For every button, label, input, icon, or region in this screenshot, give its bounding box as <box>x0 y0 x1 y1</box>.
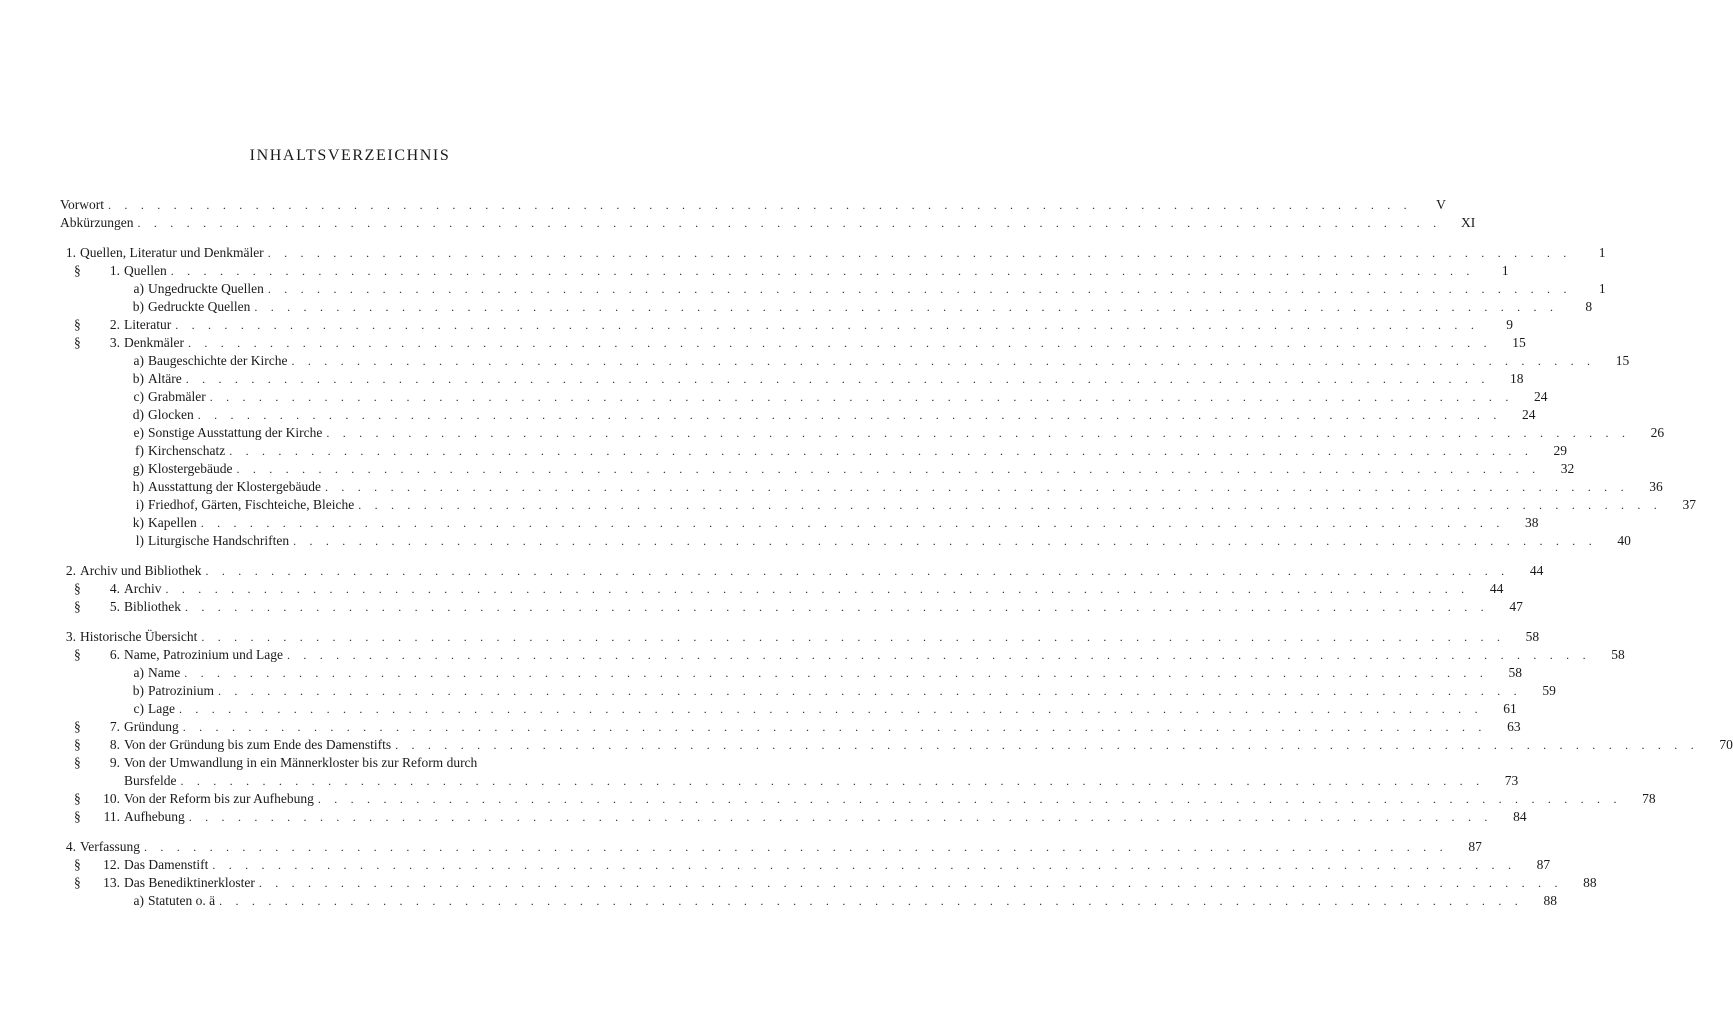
subsection-letter: c) <box>133 701 144 716</box>
toc-entry-label: Gründung <box>124 719 179 734</box>
page-number: 44 <box>1489 581 1504 596</box>
dot-leader: . . . . . . . . . . . . . . . . . . . . . . . . . . . . . . . . . . . . . . . . . . . . . . . . . . . . . . . . . . . . . . . . . . . . . . . . . . . . . . . . <box>205 564 1510 578</box>
toc-entry-label: Altäre <box>148 371 182 386</box>
subsection-letter: a) <box>133 353 144 368</box>
toc-entry-label: Vorwort <box>60 197 105 212</box>
toc-entry <box>60 808 1527 826</box>
toc-entry-label: Name <box>148 665 181 680</box>
section-sign: § <box>74 599 81 614</box>
section-number: 3. <box>109 335 120 350</box>
toc-entry-label: Bursfelde <box>124 773 177 788</box>
dot-leader: . . . . . . . . . . . . . . . . . . . . . . . . . . . . . . . . . . . . . . . . . . . . . . . . . . . . . . . . . . . . . . . . . . . . . . . . . . . . . . . . <box>175 318 1480 332</box>
toc-entry <box>60 736 1733 754</box>
toc-entry <box>60 598 1523 616</box>
toc-entry-label: Abkürzungen <box>60 215 134 230</box>
section-sign: § <box>74 335 81 350</box>
toc-entry <box>60 700 1517 718</box>
dot-leader: . . . . . . . . . . . . . . . . . . . . . . . . . . . . . . . . . . . . . . . . . . . . . . . . . . . . . . . . . . . . . . . . . . . . . . . . . . . . . . . . <box>236 462 1541 476</box>
chapter-number: 2. <box>65 563 76 578</box>
page-number: 1 <box>1501 263 1509 278</box>
toc-entry-label: Gedruckte Quellen <box>148 299 251 314</box>
toc-entry <box>60 580 1504 598</box>
dot-leader: . . . . . . . . . . . . . . . . . . . . . . . . . . . . . . . . . . . . . . . . . . . . . . . . . . . . . . . . . . . . . . . . . . . . . . . . . . . . . . . . <box>395 738 1699 752</box>
toc-entry-label: Archiv <box>124 581 162 596</box>
subsection-letter: f) <box>135 443 144 458</box>
dot-leader: . . . . . . . . . . . . . . . . . . . . . . . . . . . . . . . . . . . . . . . . . . . . . . . . . . . . . . . . . . . . . . . . . . . . . . . . . . . . . . . . <box>218 684 1522 698</box>
toc-entry-label: Liturgische Handschriften <box>148 533 290 548</box>
toc-entry-label: Kirchenschatz <box>148 443 226 458</box>
toc-entry <box>60 406 1536 424</box>
page-number: 1 <box>1598 245 1606 260</box>
toc-entry <box>60 664 1523 682</box>
subsection-letter: d) <box>132 407 144 422</box>
dot-leader: . . . . . . . . . . . . . . . . . . . . . . . . . . . . . . . . . . . . . . . . . . . . . . . . . . . . . . . . . . . . . . . . . . . . . . . . . . . . . . . . <box>185 372 1490 386</box>
toc-entry-label: Literatur <box>124 317 172 332</box>
toc-entry-label: Historische Übersicht <box>80 629 198 644</box>
toc-entry <box>60 334 1526 352</box>
section-number: 11. <box>103 809 120 824</box>
page-number: 59 <box>1542 683 1556 698</box>
toc-entry <box>60 856 1551 874</box>
toc-entry <box>60 562 1544 580</box>
dot-leader: . . . . . . . . . . . . . . . . . . . . . . . . . . . . . . . . . . . . . . . . . . . . . . . . . . . . . . . . . . . . . . . . . . . . . . . . . . . . . . . . <box>108 198 1412 212</box>
toc-entry-label: Ausstattung der Klostergebäude <box>148 479 321 494</box>
chapter-number: 3. <box>65 629 76 644</box>
toc-entry <box>60 496 1696 514</box>
page-number: V <box>1436 197 1446 212</box>
chapter-number: 1. <box>65 245 76 260</box>
page-number: 29 <box>1553 443 1568 458</box>
dot-leader: . . . . . . . . . . . . . . . . . . . . . . . . . . . . . . . . . . . . . . . . . . . . . . . . . . . . . . . . . . . . . . . . . . . . . . . . . . . . . . . . <box>212 858 1517 872</box>
dot-leader: . . . . . . . . . . . . . . . . . . . . . . . . . . . . . . . . . . . . . . . . . . . . . . . . . . . . . . . . . . . . . . . . . . . . . . . . . . . . . . . . <box>209 390 1514 404</box>
section-sign: § <box>74 581 81 596</box>
dot-leader: . . . . . . . . . . . . . . . . . . . . . . . . . . . . . . . . . . . . . . . . . . . . . . . . . . . . . . . . . . . . . . . . . . . . . . . . . . . . . . . . <box>165 582 1470 596</box>
dot-leader: . . . . . . . . . . . . . . . . . . . . . . . . . . . . . . . . . . . . . . . . . . . . . . . . . . . . . . . . . . . . . . . . . . . . . . . . . . . . . . . . <box>219 894 1523 908</box>
dot-leader: . . . . . . . . . . . . . . . . . . . . . . . . . . . . . . . . . . . . . . . . . . . . . . . . . . . . . . . . . . . . . . . . . . . . . . . . . . . . . . . . <box>200 516 1505 530</box>
toc-entry <box>60 532 1631 550</box>
page-number: 36 <box>1649 479 1663 494</box>
toc-entry-label: Aufhebung <box>124 809 185 824</box>
page-number: 37 <box>1682 497 1696 512</box>
dot-leader: . . . . . . . . . . . . . . . . . . . . . . . . . . . . . . . . . . . . . . . . . . . . . . . . . . . . . . . . . . . . . . . . . . . . . . . . . . . . . . . . <box>178 702 1483 716</box>
page-number: 18 <box>1510 371 1524 386</box>
toc-entry-label: Von der Gründung bis zum Ende des Damenstifts <box>124 737 392 752</box>
toc-entry-label: Friedhof, Gärten, Fischteiche, Bleiche <box>148 497 355 512</box>
toc-entry <box>60 682 1556 700</box>
toc-entry <box>60 838 1482 856</box>
toc-entry-label: Das Damenstift <box>124 857 209 872</box>
page-number: 88 <box>1583 875 1597 890</box>
page-number: 73 <box>1504 773 1519 788</box>
section-number: 6. <box>109 647 120 662</box>
subsection-letter: l) <box>135 533 144 548</box>
toc-entry <box>60 628 1540 646</box>
toc-entry <box>60 790 1656 808</box>
dot-leader: . . . . . . . . . . . . . . . . . . . . . . . . . . . . . . . . . . . . . . . . . . . . . . . . . . . . . . . . . . . . . . . . . . . . . . . . . . . . . . . . <box>180 774 1485 788</box>
toc-entry-label: Sonstige Ausstattung der Kirche <box>148 425 323 440</box>
section-sign: § <box>74 857 81 872</box>
subsection-letter: c) <box>133 389 144 404</box>
page-number: 61 <box>1503 701 1517 716</box>
section-sign: § <box>74 719 81 734</box>
toc-entry <box>60 244 1606 262</box>
page-number: XI <box>1461 215 1476 230</box>
section-number: 13. <box>103 875 120 890</box>
section-sign: § <box>74 647 81 662</box>
toc-entry-label: Lage <box>148 701 175 716</box>
section-sign: § <box>74 755 81 770</box>
section-number: 4. <box>109 581 120 596</box>
toc-entry-label: Von der Reform bis zur Aufhebung <box>124 791 314 806</box>
toc-entry <box>60 352 1630 370</box>
dot-leader: . . . . . . . . . . . . . . . . . . . . . . . . . . . . . . . . . . . . . . . . . . . . . . . . . . . . . . . . . . . . . . . . . . . . . . . . . . . . . . . . <box>326 426 1631 440</box>
toc-entry-label: Von der Umwandlung in ein Männerkloster bis zur Reform durch <box>124 755 478 770</box>
section-sign: § <box>74 317 81 332</box>
toc-entry-label: Denkmäler <box>124 335 184 350</box>
toc-entry <box>60 370 1524 388</box>
dot-leader: . . . . . . . . . . . . . . . . . . . . . . . . . . . . . . . . . . . . . . . . . . . . . . . . . . . . . . . . . . . . . . . . . . . . . . . . . . . . . . . . <box>293 534 1597 548</box>
dot-leader: . . . . . . . . . . . . . . . . . . . . . . . . . . . . . . . . . . . . . . . . . . . . . . . . . . . . . . . . . . . . . . . . . . . . . . . . . . . . . . . . <box>170 264 1475 278</box>
page-number: 70 <box>1719 737 1733 752</box>
page-number: 26 <box>1650 425 1665 440</box>
toc-entry-label: Quellen <box>124 263 167 278</box>
page-number: 63 <box>1507 719 1521 734</box>
dot-leader: . . . . . . . . . . . . . . . . . . . . . . . . . . . . . . . . . . . . . . . . . . . . . . . . . . . . . . . . . . . . . . . . . . . . . . . . . . . . . . . . <box>187 336 1492 350</box>
page-number: 78 <box>1642 791 1656 806</box>
page-number: 87 <box>1468 839 1482 854</box>
toc-entry <box>60 874 1597 892</box>
toc-entry <box>60 262 1509 280</box>
subsection-letter: g) <box>132 461 144 476</box>
dot-leader: . . . . . . . . . . . . . . . . . . . . . . . . . . . . . . . . . . . . . . . . . . . . . . . . . . . . . . . . . . . . . . . . . . . . . . . . . . . . . . . . <box>185 600 1489 614</box>
toc-entry <box>60 772 1519 790</box>
toc-entry <box>60 388 1548 406</box>
section-number: 5. <box>109 599 120 614</box>
subsection-letter: i) <box>135 497 144 512</box>
subsection-letter: e) <box>133 425 144 440</box>
section-sign: § <box>74 737 81 752</box>
subsection-letter: h) <box>132 479 144 494</box>
section-number: 10. <box>103 791 120 806</box>
dot-leader: . . . . . . . . . . . . . . . . . . . . . . . . . . . . . . . . . . . . . . . . . . . . . . . . . . . . . . . . . . . . . . . . . . . . . . . . . . . . . . . . <box>291 354 1596 368</box>
dot-leader: . . . . . . . . . . . . . . . . . . . . . . . . . . . . . . . . . . . . . . . . . . . . . . . . . . . . . . . . . . . . . . . . . . . . . . . . . . . . . . . . <box>197 408 1502 422</box>
section-number: 2. <box>109 317 120 332</box>
section-number: 1. <box>109 263 120 278</box>
toc-entry <box>60 442 1568 460</box>
dot-leader: . . . . . . . . . . . . . . . . . . . . . . . . . . . . . . . . . . . . . . . . . . . . . . . . . . . . . . . . . . . . . . . . . . . . . . . . . . . . . . . . <box>144 840 1448 854</box>
page-number: 1 <box>1598 281 1606 296</box>
subsection-letter: a) <box>133 665 144 680</box>
page-number: 58 <box>1508 665 1523 680</box>
chapter-number: 4. <box>65 839 76 854</box>
page-title: INHALTSVERZEICHNIS <box>249 147 451 164</box>
section-sign: § <box>74 791 81 806</box>
dot-leader: . . . . . . . . . . . . . . . . . . . . . . . . . . . . . . . . . . . . . . . . . . . . . . . . . . . . . . . . . . . . . . . . . . . . . . . . . . . . . . . . <box>254 300 1559 314</box>
toc-entry-label: Patrozinium <box>148 683 214 698</box>
dot-leader: . . . . . . . . . . . . . . . . . . . . . . . . . . . . . . . . . . . . . . . . . . . . . . . . . . . . . . . . . . . . . . . . . . . . . . . . . . . . . . . . <box>137 216 1442 230</box>
toc-entry <box>60 280 1606 298</box>
toc-entry-label: Statuten o. ä <box>148 893 216 908</box>
toc-entry <box>60 196 1446 214</box>
section-number: 7. <box>109 719 120 734</box>
page-number: 24 <box>1522 407 1536 422</box>
toc-entry-label: Bibliothek <box>124 599 181 614</box>
subsection-letter: b) <box>132 683 144 698</box>
subsection-letter: b) <box>132 371 144 386</box>
dot-leader: . . . . . . . . . . . . . . . . . . . . . . . . . . . . . . . . . . . . . . . . . . . . . . . . . . . . . . . . . . . . . . . . . . . . . . . . . . . . . . . . <box>317 792 1622 806</box>
toc-entry <box>60 718 1521 736</box>
page-number: 84 <box>1513 809 1527 824</box>
toc-entry-label: Grabmäler <box>148 389 206 404</box>
toc-entry <box>60 316 1514 334</box>
page-number: 15 <box>1615 353 1630 368</box>
page-number: 15 <box>1512 335 1526 350</box>
toc-entry-label: Verfassung <box>80 839 140 854</box>
toc-entry <box>60 514 1539 532</box>
page-number: 87 <box>1536 857 1551 872</box>
subsection-letter: a) <box>133 893 144 908</box>
section-number: 12. <box>103 857 120 872</box>
subsection-letter: b) <box>132 299 144 314</box>
dot-leader: . . . . . . . . . . . . . . . . . . . . . . . . . . . . . . . . . . . . . . . . . . . . . . . . . . . . . . . . . . . . . . . . . . . . . . . . . . . . . . . . <box>184 666 1489 680</box>
toc-entry <box>60 424 1665 442</box>
page-number: 24 <box>1534 389 1548 404</box>
subsection-letter: k) <box>132 515 144 530</box>
toc-entry-label: Name, Patrozinium und Lage <box>124 647 283 662</box>
page-number: 8 <box>1585 299 1593 314</box>
page-number: 40 <box>1617 533 1631 548</box>
toc-entry-label: Baugeschichte der Kirche <box>148 353 288 368</box>
page-number: 38 <box>1525 515 1539 530</box>
toc-entry-label: Ungedruckte Quellen <box>148 281 264 296</box>
toc-entry <box>60 478 1663 496</box>
section-sign: § <box>74 875 81 890</box>
toc-entry-label: Archiv und Bibliothek <box>80 563 202 578</box>
dot-leader: . . . . . . . . . . . . . . . . . . . . . . . . . . . . . . . . . . . . . . . . . . . . . . . . . . . . . . . . . . . . . . . . . . . . . . . . . . . . . . . . <box>324 480 1629 494</box>
section-sign: § <box>74 809 81 824</box>
dot-leader: . . . . . . . . . . . . . . . . . . . . . . . . . . . . . . . . . . . . . . . . . . . . . . . . . . . . . . . . . . . . . . . . . . . . . . . . . . . . . . . . <box>267 282 1572 296</box>
toc-entry <box>60 754 570 772</box>
toc-entry <box>60 214 1476 232</box>
page-number: 88 <box>1543 893 1557 908</box>
table-of-contents <box>60 196 1733 910</box>
dot-leader: . . . . . . . . . . . . . . . . . . . . . . . . . . . . . . . . . . . . . . . . . . . . . . . . . . . . . . . . . . . . . . . . . . . . . . . . . . . . . . . . <box>188 810 1493 824</box>
page-number: 58 <box>1611 647 1625 662</box>
dot-leader: . . . . . . . . . . . . . . . . . . . . . . . . . . . . . . . . . . . . . . . . . . . . . . . . . . . . . . . . . . . . . . . . . . . . . . . . . . . . . . . . <box>267 246 1572 260</box>
section-sign: § <box>74 263 81 278</box>
section-number: 9. <box>109 755 120 770</box>
page-number: 9 <box>1506 317 1514 332</box>
toc-entry-label: Klostergebäude <box>148 461 233 476</box>
toc-entry-label: Glocken <box>148 407 194 422</box>
dot-leader: . . . . . . . . . . . . . . . . . . . . . . . . . . . . . . . . . . . . . . . . . . . . . . . . . . . . . . . . . . . . . . . . . . . . . . . . . . . . . . . . <box>358 498 1662 512</box>
toc-entry-label: Das Benediktinerkloster <box>124 875 255 890</box>
toc-entry <box>60 646 1625 664</box>
dot-leader: . . . . . . . . . . . . . . . . . . . . . . . . . . . . . . . . . . . . . . . . . . . . . . . . . . . . . . . . . . . . . . . . . . . . . . . . . . . . . . . . <box>258 876 1563 890</box>
toc-entry <box>60 298 1593 316</box>
page-number: 32 <box>1560 461 1575 476</box>
subsection-letter: a) <box>133 281 144 296</box>
page-number: 58 <box>1525 629 1540 644</box>
dot-leader: . . . . . . . . . . . . . . . . . . . . . . . . . . . . . . . . . . . . . . . . . . . . . . . . . . . . . . . . . . . . . . . . . . . . . . . . . . . . . . . . <box>229 444 1534 458</box>
page-number: 47 <box>1509 599 1523 614</box>
toc-entry-label: Kapellen <box>148 515 197 530</box>
dot-leader: . . . . . . . . . . . . . . . . . . . . . . . . . . . . . . . . . . . . . . . . . . . . . . . . . . . . . . . . . . . . . . . . . . . . . . . . . . . . . . . . <box>286 648 1591 662</box>
toc-entry <box>60 892 1557 910</box>
dot-leader: . . . . . . . . . . . . . . . . . . . . . . . . . . . . . . . . . . . . . . . . . . . . . . . . . . . . . . . . . . . . . . . . . . . . . . . . . . . . . . . . <box>201 630 1506 644</box>
section-number: 8. <box>109 737 120 752</box>
dot-leader: . . . . . . . . . . . . . . . . . . . . . . . . . . . . . . . . . . . . . . . . . . . . . . . . . . . . . . . . . . . . . . . . . . . . . . . . . . . . . . . . <box>182 720 1487 734</box>
toc-entry-label: Quellen, Literatur und Denkmäler <box>80 245 264 260</box>
toc-entry <box>60 460 1575 478</box>
page-number: 44 <box>1529 563 1544 578</box>
